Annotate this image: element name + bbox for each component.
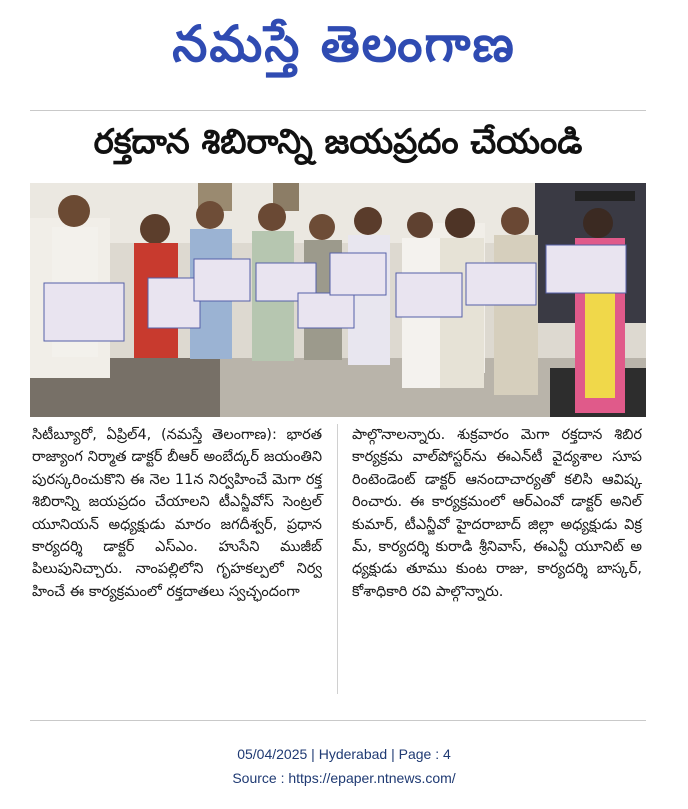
masthead-title: నమస్తే తెలంగాణ <box>172 14 516 73</box>
footer-dateline: 05/04/2025 | Hyderabad | Page : 4 <box>237 746 451 762</box>
top-divider <box>30 110 646 111</box>
article-photo <box>30 183 646 417</box>
bottom-divider <box>30 720 646 721</box>
article-headline: రక్తదాన శిబిరాన్ని జయప్రదం చేయండి <box>93 122 583 162</box>
article-body-right-column: పాల్గొనాలన్నారు. శుక్రవారం మెగా రక్తదాన శిబిర కార్యక్రమ వాల్‌పోస్టర్‌ను ఈఎన్‌టీ వైద్యశాల సూపరింటెండెంట్ డాక్టర్ ఆనందాచార్యతో కలిసి ఆవిష్కరించారు. ఈ కార్యక్రమంలో ఆర్ఎంవో డాక్టర్ అనిల్ కుమార్, టీఎన్జీవో హైదరాబాద్ జిల్లా అధ్యక్షుడు విక్రమ్, కార్యదర్శి కురాడి శ్రీనివాస్, ఈఎన్టీ యూనిట్ అధ్యక్షుడు తూము కుంట రాజు, కార్యదర్శి బాస్కర్, కోశాధికారి రవి పాల్గొన్నారు. <box>352 427 642 600</box>
column-divider <box>337 424 338 694</box>
footer-source: Source : https://epaper.ntnews.com/ <box>232 770 456 786</box>
masthead <box>0 0 688 88</box>
article-body-left-column: సిటీబ్యూరో, ఏప్రిల్4, (నమస్తే తెలంగాణ): భారత రాజ్యాంగ నిర్మాత డాక్టర్ బీఆర్ అంబేద్కర్ జయంతిని పురస్కరించుకొని ఈ నెల 11న నిర్వహించే మెగా రక్త శిబిరాన్ని జయప్రదం చేయాలని టీఎన్జీవోస్ సెంట్రల్ యూనియన్ అధ్యక్షుడు మారం జగదీశ్వర్, ప్రధాన కార్యదర్శి డాక్టర్ ఎస్ఎం. హుసేని ముజీబ్ పిలుపునిచ్చారు. నాంపల్లిలోని గృహకల్పలో నిర్వహించే ఈ కార్యక్రమంలో రక్తదాతలు స్వచ్ఛందంగా <box>32 427 322 600</box>
